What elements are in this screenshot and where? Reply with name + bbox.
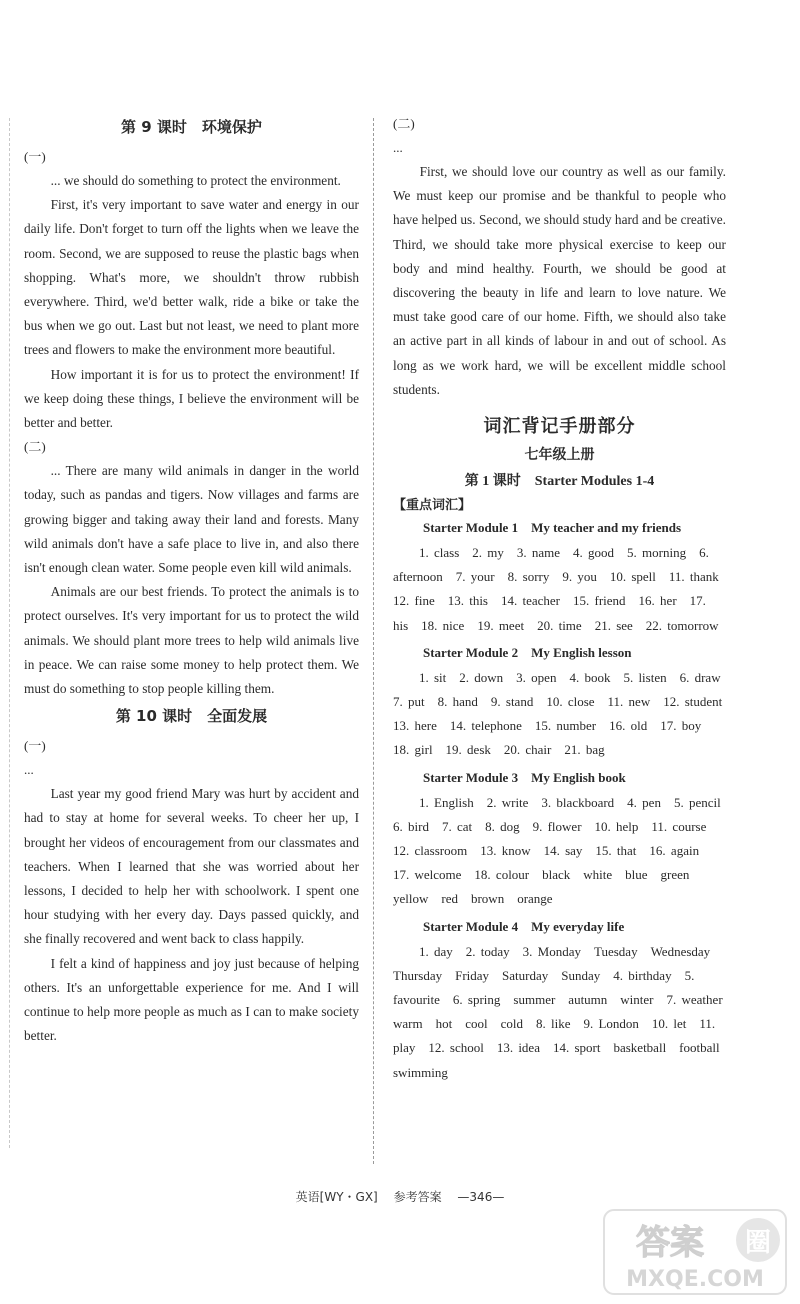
- essay-paragraph: I felt a kind of happiness and joy just because of helping others. It's an unforgettable experience for me. And I will continue to help more people as much as I can to make society better.: [24, 955, 359, 1044]
- essay-paragraph: First, we should love our country as well as our family. We must keep our promise and be thankful to people who have helped us. Second, we should study hard and be creative. Third, we should take more physical exercise to keep our body and mind healthy. Fourth, we should be good at discovering the beauty in life and learn to love nature. We must take good care of our home. Fifth, we should also take an active part in all kinds of labour in and out of school. As long as we work hard, we will be excellent middle school students.: [393, 164, 726, 397]
- key-vocabulary-tag: 【重点词汇】: [393, 498, 472, 514]
- essay-paragraph: ... There are many wild animals in danger in the world today, such as pandas and tigers. Now villages and farms are growing bigger and taking away their land and forests. Many wild animals don't have a safe place to live in, and also there isn't enough clean water. Some people even kill wild animals.: [24, 463, 359, 576]
- ellipsis: ...: [24, 762, 34, 778]
- essay-paragraph: How important it is for us to protect the environment! If we keep doing these things, I believe the environment will be better and better.: [24, 366, 359, 431]
- footer-label: 参考答案: [393, 1190, 442, 1204]
- left-column: [24, 112, 359, 1049]
- svg-text:答案: 答案: [636, 1223, 704, 1263]
- footer-page-number: —346—: [457, 1190, 505, 1204]
- module-1-title: Starter Module 1 My teacher and my friends: [423, 520, 682, 536]
- module-3-title: Starter Module 3 My English book: [423, 769, 626, 785]
- module-3-words: 1. English 2. write 3. blackboard 4. pen 5. pencil 6. bird 7. cat 8. dog 9. flower 10. help 11. course 12. classroom 13. know 14. say 15. that 16. again 17. welcome 18. colour black white blue green yellow red brown orange: [393, 794, 734, 907]
- part-marker: (一): [24, 738, 46, 754]
- page-footer: [0, 1188, 800, 1205]
- lesson-1-heading: 第 1 课时 Starter Modules 1-4: [464, 474, 655, 490]
- part-marker: (一): [24, 149, 46, 164]
- essay-paragraph: Animals are our best friends. To protect the animals is to protect ourselves. It's very important for us to protect the wild animals. We should plant more trees to help wild animals live in peace. We can raise some money to help protect them. We must do something to stop people killing them.: [24, 584, 359, 697]
- lesson-9-heading: 第 9 课时 环境保护: [121, 118, 262, 136]
- part-marker: (二): [393, 116, 415, 131]
- watermark-logo: [600, 1206, 790, 1298]
- module-4-words: 1. day 2. today 3. Monday Tuesday Wednesday Thursday Friday Saturday Sunday 4. birthday 5. favourite 6. spring summer autumn winter 7. weather warm hot cool cold 8. like 9. London 10. let 11. play 12. school 13. idea 14. sport basketball football swimming: [393, 943, 736, 1080]
- module-2-title: Starter Module 2 My English lesson: [423, 644, 632, 660]
- part-marker: (二): [24, 439, 46, 455]
- ellipsis: ...: [393, 140, 403, 155]
- essay-paragraph: Last year my good friend Mary was hurt by accident and had to stay at home for several weeks. To cheer her up, I brought her videos of encouragement from our classmates and teachers. When I learned that she was worried about her lessons, I decided to help her with schoolwork. I spent one hour studying with her every day. Days passed quickly, and she finally recovered and went back to class happily.: [24, 786, 359, 947]
- binding-edge-line: [9, 118, 10, 1148]
- svg-text:圈: 圈: [744, 1228, 772, 1258]
- right-column: [393, 112, 736, 1085]
- essay-paragraph: ... we should do something to protect the environment.: [50, 173, 341, 188]
- svg-text:MXQE.COM: MXQE.COM: [626, 1267, 764, 1292]
- essay-paragraph: First, it's very important to save water and energy in our daily life. Don't forget to turn off the lights when we leave the room. Second, we are supposed to reuse the plastic bags when shopping. What's more, we shouldn't throw rubbish everywhere. Third, we'd better walk, ride a bike or take the bus when we go out. Last but not least, we need to plant more trees and flowers to make the environment more beautiful.: [24, 197, 359, 358]
- module-2-words: 1. sit 2. down 3. open 4. book 5. listen 6. draw 7. put 8. hand 9. stand 10. close 11. new 12. student 13. here 14. telephone 15. number 16. old 17. boy 18. girl 19. desk 20. chair 21. bag: [393, 669, 736, 758]
- grade-title: 七年级上册: [524, 447, 595, 464]
- module-1-words: 1. class 2. my 3. name 4. good 5. morning 6. afternoon 7. your 8. sorry 9. you 10. spell 11. thank 12. fine 13. this 14. teacher 15. friend 16. her 17. his 18. nice 19. meet 20. time 21. see 22. tomorrow: [393, 545, 732, 633]
- module-4-title: Starter Module 4 My everyday life: [423, 918, 625, 934]
- lesson-10-heading: 第 10 课时 全面发展: [115, 707, 268, 726]
- column-divider: [373, 118, 374, 1164]
- vocabulary-section-title: 词汇背记手册部分: [483, 416, 636, 438]
- footer-subject: 英语[WY・GX]: [295, 1190, 378, 1204]
